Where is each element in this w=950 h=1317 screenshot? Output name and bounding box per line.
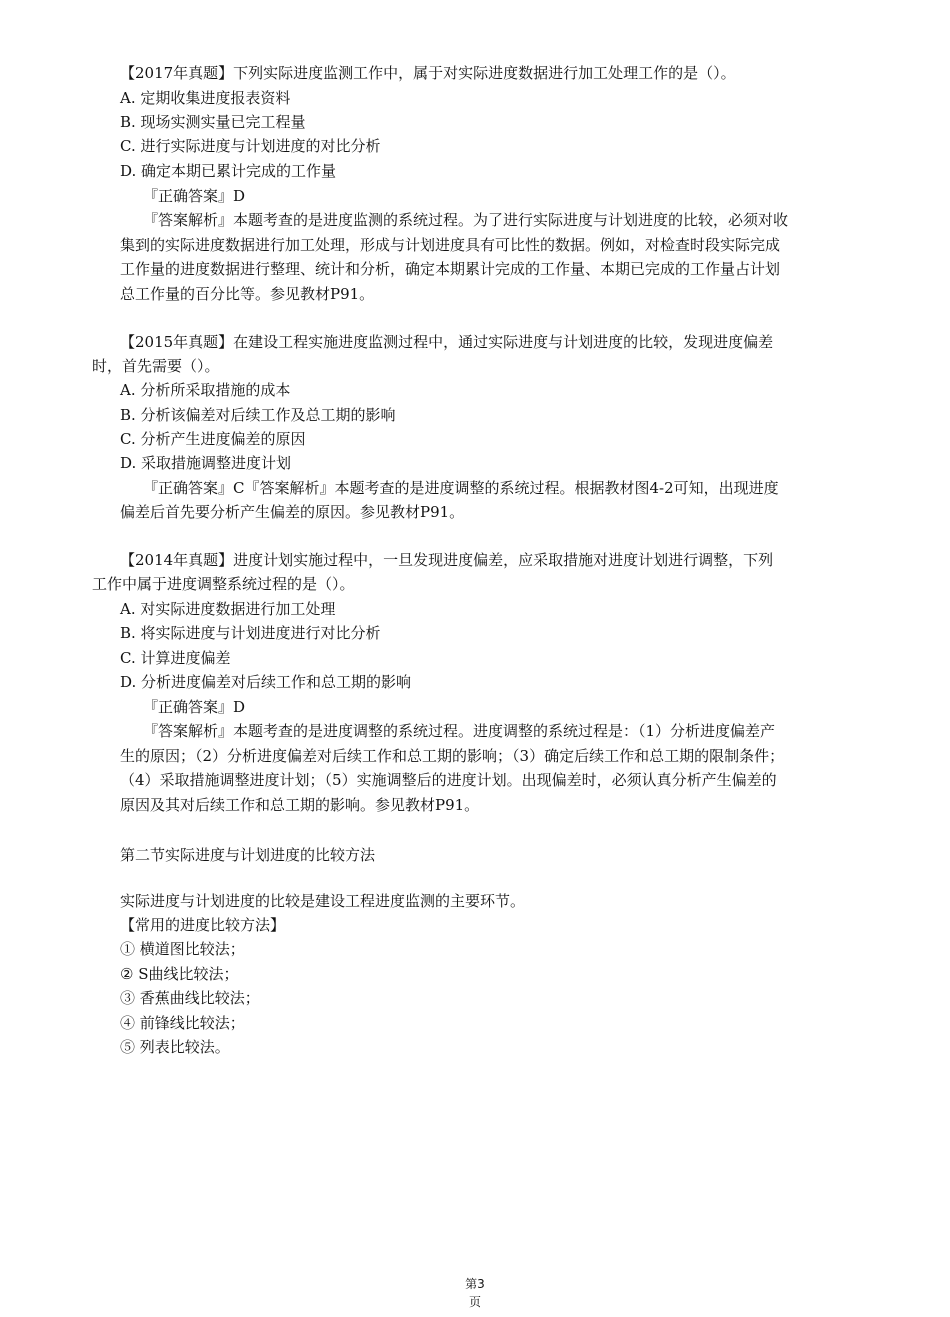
question-2017-analysis-line: 工作量的进度数据进行整理、统计和分析，确定本期累计完成的工作量、本期已完成的工作量占计划 bbox=[120, 260, 781, 278]
question-2017-analysis-line: 集到的实际进度数据进行加工处理，形成与计划进度具有可比性的数据。例如，对检查时段实际完成 bbox=[120, 236, 781, 254]
question-2014-analysis-line: 生的原因；（2）分析进度偏差对后续工作和总工期的影响；（3）确定后续工作和总工期的限制条件； bbox=[120, 747, 785, 765]
list-item: ③ 香蕉曲线比较法； bbox=[120, 989, 260, 1007]
question-2014-stem-line: 【2014年真题】进度计划实施过程中，一旦发现进度偏差，应采取措施对进度计划进行调整，下列 bbox=[120, 551, 774, 569]
question-2015-option-c: C. 分析产生进度偏差的原因 bbox=[120, 430, 306, 448]
list-item: ④ 前锋线比较法； bbox=[120, 1014, 245, 1032]
question-2015-option-d: D. 采取措施调整进度计划 bbox=[120, 454, 292, 472]
question-2014-analysis-line: 原因及其对后续工作和总工期的影响。参见教材P91。 bbox=[120, 796, 480, 814]
question-2015-stem-line: 时，首先需要（）。 bbox=[92, 357, 220, 375]
list-item: ② S曲线比较法； bbox=[120, 965, 239, 983]
question-2014-analysis-line: 『答案解析』本题考查的是进度调整的系统过程。进度调整的系统过程是：（1）分析进度偏差产 bbox=[143, 722, 776, 740]
question-2017-answer: 『正确答案』D bbox=[143, 187, 246, 205]
list-item: ⑤ 列表比较法。 bbox=[120, 1038, 230, 1056]
question-2014-option-b: B. 将实际进度与计划进度进行对比分析 bbox=[120, 624, 381, 642]
question-2017-analysis-line: 总工作量的百分比等。参见教材P91。 bbox=[120, 285, 375, 303]
question-2014-option-d: D. 分析进度偏差对后续工作和总工期的影响 bbox=[120, 673, 412, 691]
question-2014-option-c: C. 计算进度偏差 bbox=[120, 649, 231, 667]
question-2014-answer: 『正确答案』D bbox=[143, 698, 246, 716]
question-2015-answer-analysis: 『正确答案』C『答案解析』本题考查的是进度调整的系统过程。根据教材图4-2可知，出现进度 bbox=[143, 479, 779, 497]
question-2017-analysis-line: 『答案解析』本题考查的是进度监测的系统过程。为了进行实际进度与计划进度的比较，必须对收 bbox=[143, 211, 789, 229]
question-2015-option-b: B. 分析该偏差对后续工作及总工期的影响 bbox=[120, 406, 396, 424]
question-2014-stem-line: 工作中属于进度调整系统过程的是（）。 bbox=[92, 575, 355, 593]
list-item: ① 横道图比较法； bbox=[120, 940, 245, 958]
section-heading: 第二节实际进度与计划进度的比较方法 bbox=[120, 846, 376, 864]
section-intro: 实际进度与计划进度的比较是建设工程进度监测的主要环节。 bbox=[120, 892, 526, 910]
page-number-suffix: 页 bbox=[468, 1295, 481, 1309]
question-2014-analysis-line: （4）采取措施调整进度计划；（5）实施调整后的进度计划。出现偏差时，必须认真分析产生偏差的 bbox=[120, 771, 777, 789]
question-2017-option-b: B. 现场实测实量已完工程量 bbox=[120, 113, 306, 131]
page-number: 第3 bbox=[465, 1277, 485, 1291]
question-2017-option-c: C. 进行实际进度与计划进度的对比分析 bbox=[120, 137, 381, 155]
list-title: 【常用的进度比较方法】 bbox=[120, 916, 286, 934]
question-2014-option-a: A. 对实际进度数据进行加工处理 bbox=[120, 600, 336, 618]
question-2017-stem: 【2017年真题】下列实际进度监测工作中，属于对实际进度数据进行加工处理工作的是（）。 bbox=[120, 64, 736, 82]
question-2015-stem-line: 【2015年真题】在建设工程实施进度监测过程中，通过实际进度与计划进度的比较，发现进度偏差 bbox=[120, 333, 774, 351]
question-2015-option-a: A. 分析所采取措施的成本 bbox=[120, 381, 291, 399]
question-2017-option-d: D. 确定本期已累计完成的工作量 bbox=[120, 162, 337, 180]
question-2015-answer-analysis: 偏差后首先要分析产生偏差的原因。参见教材P91。 bbox=[120, 503, 465, 521]
question-2017-option-a: A. 定期收集进度报表资料 bbox=[120, 89, 291, 107]
